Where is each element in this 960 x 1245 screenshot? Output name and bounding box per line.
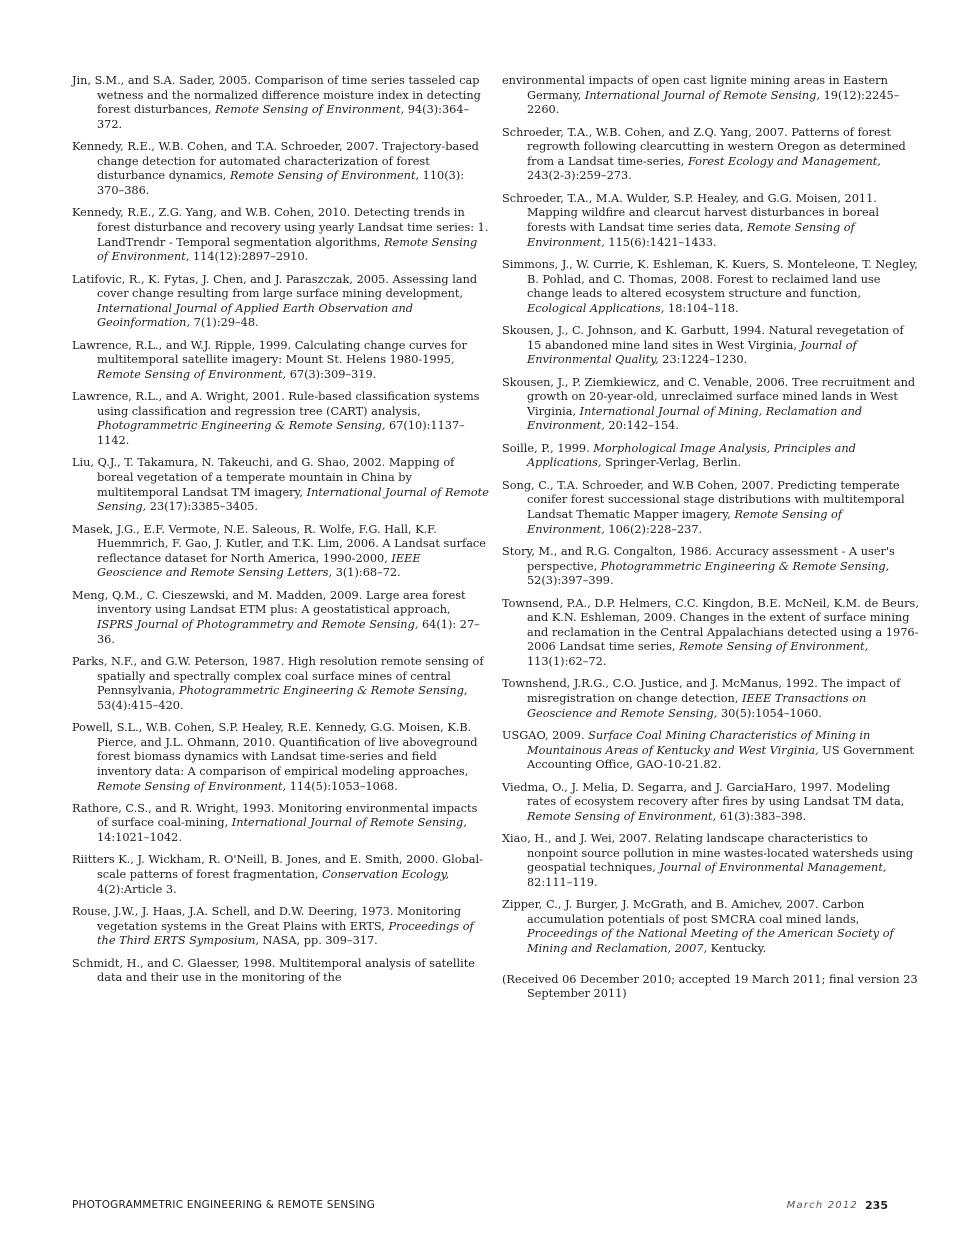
reference-text: Song, C., T.A. Schroeder, and W.B Cohen, 2007. Predicting temperate conifer forest successional stage distributions with multitemporal Landsat Thematic Mapper imagery, bbox=[502, 478, 905, 522]
reference-text: Kennedy, R.E., W.B. Cohen, and T.A. Schroeder, 2007. Trajectory-based change detection for automated characterization of forest disturbance dynamics, bbox=[72, 140, 479, 183]
reference-entry bbox=[502, 545, 919, 589]
reference-entry bbox=[502, 376, 919, 434]
reference-entry bbox=[72, 905, 489, 949]
reference-text: 67(3):309–319. bbox=[286, 367, 377, 381]
reference-entry bbox=[502, 126, 919, 184]
reference-entry bbox=[502, 258, 919, 316]
reference-text: 18:104–118. bbox=[664, 301, 739, 315]
reference-entry bbox=[72, 390, 489, 448]
received-note: (Received 06 December 2010; accepted 19 March 2011; final version 23 September 2011) bbox=[502, 972, 918, 1001]
reference-entry bbox=[502, 324, 919, 368]
reference-text: NASA, pp. 309–317. bbox=[259, 934, 378, 948]
reference-entry bbox=[72, 957, 489, 986]
reference-text: 3(1):68–72. bbox=[332, 566, 401, 580]
reference-source: Ecological Applications, bbox=[527, 301, 665, 315]
reference-source: Photogrammetric Engineering & Remote Sensing, bbox=[600, 559, 890, 573]
reference-source: Remote Sensing of Environment, bbox=[215, 103, 405, 117]
reference-text: 19(12):2245–2260. bbox=[527, 88, 900, 117]
reference-text: 67(10):1137–1142. bbox=[97, 419, 465, 448]
references-column-left bbox=[72, 74, 489, 994]
reference-text: US Government Accounting Office, GAO-10-21.82. bbox=[527, 743, 914, 772]
reference-text: 30(5):1054–1060. bbox=[717, 706, 822, 720]
reference-text: Skousen, J., P. Ziemkiewicz, and C. Venable, 2006. Tree recruitment and growth on 20-year-old, unreclaimed surface mined lands in West Virginia, bbox=[502, 375, 916, 418]
reference-source: Remote Sensing of Environment, bbox=[97, 367, 287, 381]
reference-text: 64(1): 27–36. bbox=[97, 617, 480, 646]
reference-entry bbox=[502, 832, 919, 890]
reference-source: Morphological Image Analysis, Principles and Applications, bbox=[527, 441, 856, 470]
page-footer bbox=[72, 1199, 888, 1215]
reference-text: Springer-Verlag, Berlin. bbox=[601, 456, 742, 470]
reference-source: International Journal of Remote Sensing, bbox=[231, 816, 467, 830]
reference-entry bbox=[72, 523, 489, 581]
reference-entry bbox=[502, 192, 919, 250]
reference-text: Riitters K., J. Wickham, R. O'Neill, B. Jones, and E. Smith, 2000. Global-scale patterns of forest fragmentation, bbox=[72, 853, 483, 882]
reference-text: Schmidt, H., and C. Glaesser, 1998. Multitemporal analysis of satellite data and their use in the monitoring of the bbox=[72, 956, 475, 985]
reference-source: Journal of Environmental Quality, bbox=[527, 338, 857, 367]
reference-text: 61(3):383–398. bbox=[716, 809, 807, 823]
reference-entry bbox=[72, 853, 489, 897]
reference-text: Schroeder, T.A., M.A. Wulder, S.P. Healey, and G.G. Moisen, 2011. Mapping wildfire and clearcut harvest disturbances in boreal forests with Landsat time series data, bbox=[502, 191, 879, 234]
reference-source: International Journal of Remote Sensing, bbox=[584, 88, 820, 102]
reference-entry bbox=[502, 781, 919, 825]
reference-entry bbox=[72, 140, 489, 198]
reference-source: International Journal of Applied Earth Observation and Geoinformation, bbox=[97, 301, 414, 330]
reference-text: Lawrence, R.L., and W.J. Ripple, 1999. Calculating change curves for multitemporal satellite imagery: Mount St. Helens 1980-1995, bbox=[72, 338, 467, 367]
reference-text: Kentucky. bbox=[707, 942, 767, 956]
reference-text: 53(4):415–420. bbox=[97, 698, 184, 712]
reference-text: 23(17):3385–3405. bbox=[146, 500, 258, 514]
reference-source: IEEE Transactions on Geoscience and Remote Sensing, bbox=[527, 691, 867, 720]
reference-text: Meng, Q.M., C. Cieszewski, and M. Madden, 2009. Large area forest inventory using Landsat ETM plus: A geostatistical approach, bbox=[72, 588, 466, 617]
reference-text: USGAO, 2009. bbox=[502, 728, 589, 742]
reference-source: Forest Ecology and Management, bbox=[687, 154, 881, 168]
reference-entry bbox=[72, 802, 489, 846]
reference-entry bbox=[72, 339, 489, 383]
reference-entry bbox=[502, 677, 919, 721]
reference-text: Liu, Q.J., T. Takamura, N. Takeuchi, and G. Shao, 2002. Mapping of boreal vegetation of a temperate mountain in China by multitemporal Landsat TM imagery, bbox=[72, 456, 455, 499]
reference-text: 14:1021–1042. bbox=[97, 831, 182, 845]
reference-source: International Journal of Mining, Reclamation and Environment, bbox=[527, 404, 863, 433]
reference-text: Latifovic, R., K. Fytas, J. Chen, and J. Paraszczak, 2005. Assessing land cover change resulting from large surface mining development, bbox=[72, 272, 478, 301]
reference-text: 4(2):Article 3. bbox=[97, 882, 177, 896]
reference-text: Townshend, J.R.G., C.O. Justice, and J. McManus, 1992. The impact of misregistration on change detection, bbox=[502, 677, 901, 705]
reference-text: Rouse, J.W., J. Haas, J.A. Schell, and D.W. Deering, 1973. Monitoring vegetation systems in the Great Plains with ERTS, bbox=[72, 905, 462, 933]
reference-text: 114(12):2897–2910. bbox=[189, 250, 309, 264]
reference-source: Surface Coal Mining Characteristics of Mining in Mountainous Areas of Kentucky and West Virginia, bbox=[527, 728, 871, 757]
footer-issue-date: March 2012 bbox=[786, 1200, 858, 1211]
reference-source: Remote Sensing of Environment, bbox=[679, 640, 869, 654]
reference-source: International Journal of Remote Sensing, bbox=[97, 485, 489, 514]
reference-entry bbox=[72, 589, 489, 647]
reference-text: environmental impacts of open cast lignite mining areas in Eastern Germany, bbox=[502, 74, 888, 102]
reference-source: IEEE Geoscience and Remote Sensing Letters, bbox=[97, 551, 421, 580]
reference-entry bbox=[502, 597, 919, 670]
reference-text: 20:142–154. bbox=[604, 419, 679, 433]
references-list-right bbox=[502, 74, 919, 957]
reference-entry bbox=[72, 273, 489, 331]
reference-text: Townsend, P.A., D.P. Helmers, C.C. Kingdon, B.E. McNeil, K.M. de Beurs, and K.N. Eshleman, 2009. Changes in the extent of surface mining and reclamation in the Central Appalachians detected using a 1976-2006 Landsat time series, bbox=[502, 596, 919, 654]
reference-text: Masek, J.G., E.F. Vermote, N.E. Saleous, R. Wolfe, F.G. Hall, K.F. Huemmrich, F. Gao, J. Kutler, and T.K. Lim, 2006. A Landsat surface reflectance dataset for North America, 1990-2000, bbox=[72, 522, 486, 565]
reference-source: Proceedings of the Third ERTS Symposium, bbox=[97, 919, 474, 948]
reference-text: 52(3):397–399. bbox=[527, 574, 614, 588]
reference-source: Journal of Environmental Management, bbox=[659, 861, 887, 875]
reference-entry bbox=[502, 898, 919, 956]
reference-text: Viedma, O., J. Melia, D. Segarra, and J. GarciaHaro, 1997. Modeling rates of ecosystem recovery after fires by using Landsat TM data, bbox=[502, 780, 905, 809]
reference-text: Parks, N.F., and G.W. Peterson, 1987. High resolution remote sensing of spatially and spectrally complex coal surface mines of central Pennsylvania, bbox=[72, 654, 484, 698]
footer-journal-name: PHOTOGRAMMETRIC ENGINEERING & REMOTE SENSING bbox=[72, 1199, 376, 1211]
reference-text: 114(5):1053–1068. bbox=[286, 779, 398, 793]
reference-text: 110(3): 370–386. bbox=[97, 169, 465, 197]
reference-source: Remote Sensing of Environment, bbox=[229, 169, 420, 183]
reference-source: Remote Sensing of Environment, bbox=[527, 809, 717, 823]
footer-page-number: 235 bbox=[865, 1199, 888, 1212]
reference-text: 82:111–119. bbox=[527, 875, 598, 889]
reference-source: Remote Sensing of Environment, bbox=[527, 508, 843, 536]
reference-source: Remote Sensing of Environment, bbox=[527, 220, 855, 249]
reference-entry bbox=[502, 479, 919, 537]
reference-source: Conservation Ecology, bbox=[322, 868, 450, 882]
reference-text: 106(2):228–237. bbox=[604, 522, 703, 536]
reference-text: Soille, P., 1999. bbox=[502, 441, 594, 455]
reference-text: 7(1):29–48. bbox=[190, 316, 259, 330]
reference-source: ISPRS Journal of Photogrammetry and Remote Sensing, bbox=[97, 617, 419, 631]
reference-entry bbox=[502, 74, 919, 118]
reference-text: 243(2-3):259–273. bbox=[527, 169, 632, 183]
reference-entry bbox=[72, 74, 489, 132]
reference-text: 94(3):364–372. bbox=[97, 103, 470, 131]
reference-entry bbox=[72, 206, 489, 264]
reference-source: Remote Sensing of Environment, bbox=[97, 779, 287, 793]
reference-entry bbox=[502, 729, 919, 773]
reference-text: Zipper, C., J. Burger, J. McGrath, and B. Amichev, 2007. Carbon accumulation potentials of post SMCRA coal mined lands, bbox=[502, 898, 865, 926]
reference-entry bbox=[502, 442, 919, 471]
reference-entry bbox=[72, 655, 489, 713]
reference-text: Jin, S.M., and S.A. Sader, 2005. Comparison of time series tasseled cap wetness and the normalized difference moisture index in detecting forest disturbances, bbox=[72, 74, 481, 117]
reference-source: Proceedings of the National Meeting of the American Society of Mining and Reclamation, 2007, bbox=[527, 927, 894, 956]
reference-text: Skousen, J., C. Johnson, and K. Garbutt, 1994. Natural revegetation of 15 abandoned mine land sites in West Virginia, bbox=[502, 324, 904, 352]
reference-text: Simmons, J., W. Currie, K. Eshleman, K. Kuers, S. Monteleone, T. Negley, B. Pohlad, and C. Thomas, 2008. Forest to reclaimed land use change leads to altered ecosystem structure and function, bbox=[502, 257, 918, 301]
reference-text: Powell, S.L., W.B. Cohen, S.P. Healey, R.E. Kennedy, G.G. Moisen, K.B. Pierce, and J.L. Ohmann, 2010. Quantification of live aboveground forest biomass dynamics with Landsat time-series and field inventory data: A comparison of empirical modeling approaches, bbox=[72, 721, 478, 778]
references-column-right bbox=[502, 74, 919, 1010]
reference-source: Remote Sensing of Environment, bbox=[97, 235, 478, 264]
reference-text: Lawrence, R.L., and A. Wright, 2001. Rule-based classification systems using classification and regression tree (CART) analysis, bbox=[72, 390, 480, 418]
reference-text: Schroeder, T.A., W.B. Cohen, and Z.Q. Yang, 2007. Patterns of forest regrowth following clearcutting in western Oregon as determined from a Landsat time-series, bbox=[502, 125, 906, 168]
reference-text: Story, M., and R.G. Congalton, 1986. Accuracy assessment - A user's perspective, bbox=[502, 545, 895, 573]
reference-source: Photogrammetric Engineering & Remote Sensing, bbox=[97, 419, 386, 433]
reference-entry bbox=[72, 721, 489, 794]
reference-text: 113(1):62–72. bbox=[527, 654, 607, 668]
reference-text: 23:1224–1230. bbox=[658, 353, 748, 367]
reference-source: Photogrammetric Engineering & Remote Sensing, bbox=[179, 684, 468, 698]
reference-text: Xiao, H., and J. Wei, 2007. Relating landscape characteristics to nonpoint source pollution in mine wastes-located watersheds using geospatial techniques, bbox=[502, 832, 914, 875]
reference-text: Rathore, C.S., and R. Wright, 1993. Monitoring environmental impacts of surface coal-mining, bbox=[72, 801, 478, 830]
reference-text: 115(6):1421–1433. bbox=[604, 235, 717, 249]
reference-text: Kennedy, R.E., Z.G. Yang, and W.B. Cohen, 2010. Detecting trends in forest disturbance and recovery using yearly Landsat time series: 1. LandTrendr - Temporal segmentation algorithms, bbox=[72, 206, 489, 249]
reference-entry bbox=[72, 456, 489, 514]
